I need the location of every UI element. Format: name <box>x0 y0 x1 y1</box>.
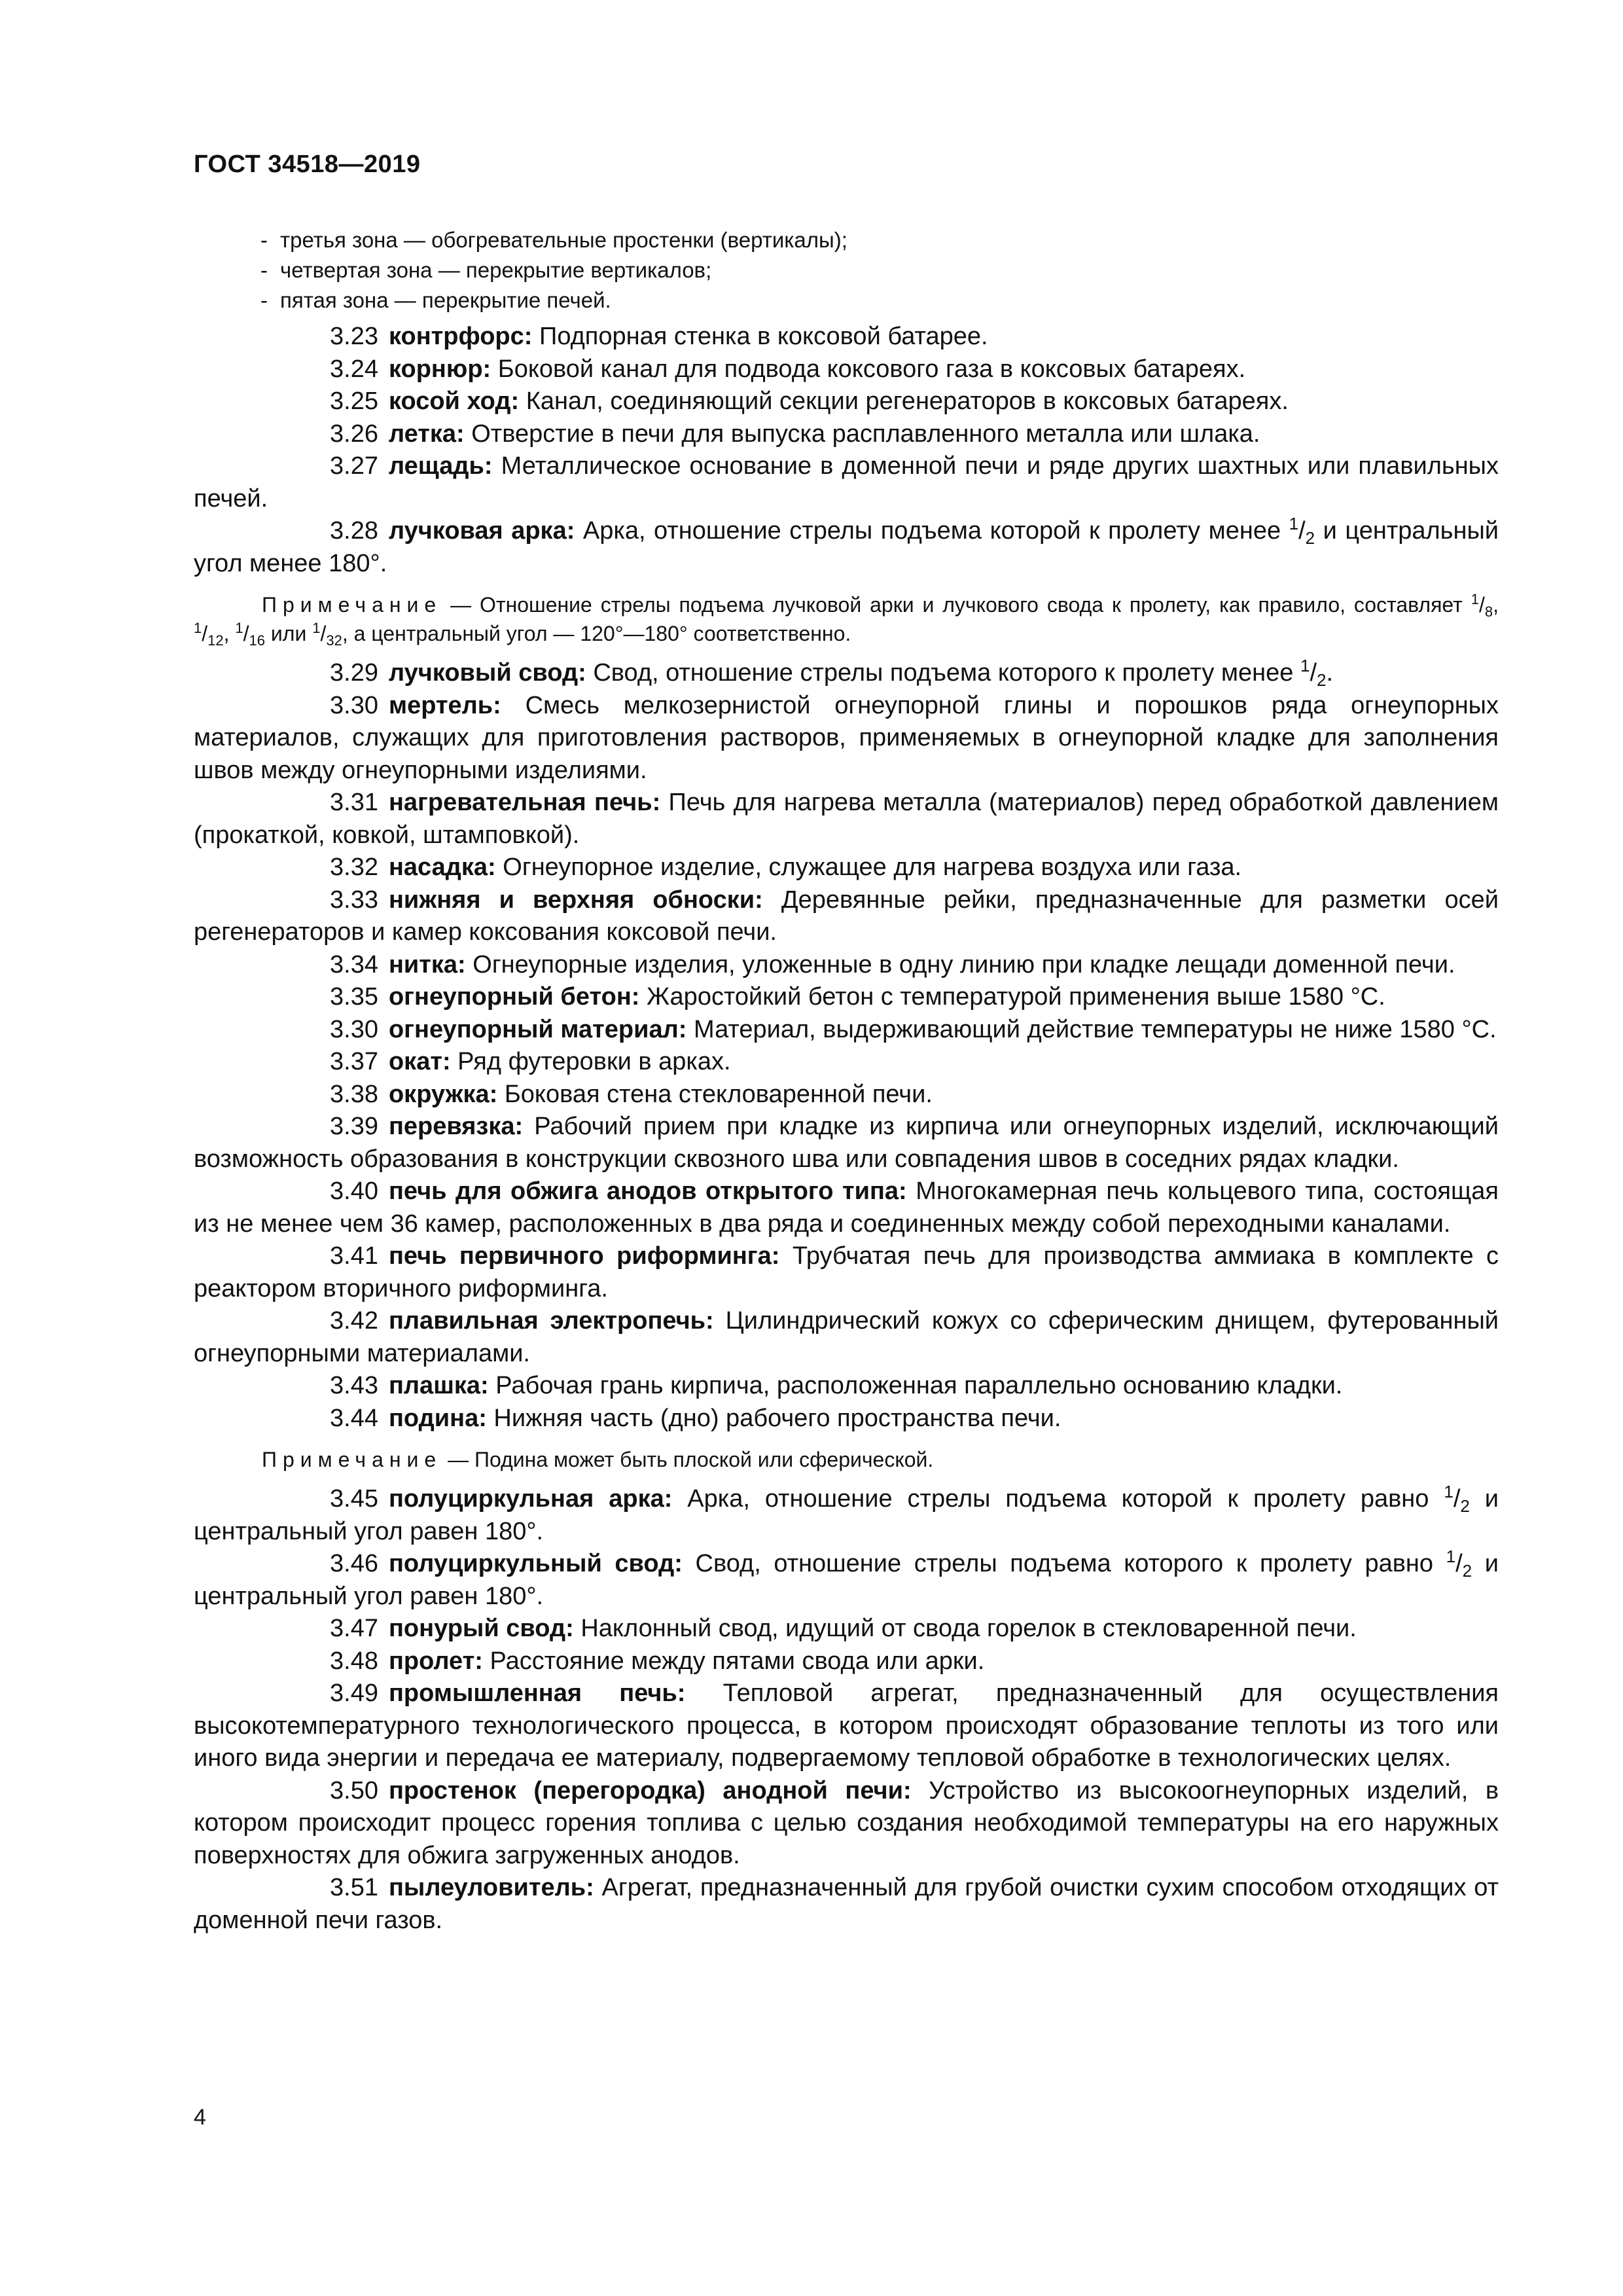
term-entry: 3.49 промышленная печь: Тепловой агрегат, предназначенный для осуществления высокотемпературного технологического процесса, в котором происходят образование теплоты из того или иного вида энергии и передача ее материалу, подвергаемому тепловой обработке в технологических целях. <box>194 1679 1499 1772</box>
fraction: $^1/_8$ <box>1471 591 1493 620</box>
page-number: 4 <box>194 2105 206 2130</box>
fraction: $^1/_{32}$ <box>312 620 342 649</box>
term-entry: 3.44 подина: Нижняя часть (дно) рабочего пространства печи. <box>330 1404 1061 1432</box>
term-entry: 3.39 перевязка: Рабочий прием при кладке из кирпича или огнеупорных изделий, исключающий возможность образования в конструкции сквозного шва или совпадения швов в соседних рядах кладки. <box>194 1113 1499 1173</box>
fraction: $^1/_2$ <box>1444 1482 1470 1516</box>
term-entry: 3.35 огнеупорный бетон: Жаростойкий бетон с температурой применения выше 1580 °С. <box>330 983 1385 1011</box>
term-entry: 3.33 нижняя и верхняя обноски: Деревянные рейки, предназначенные для разметки осей регенераторов и камер коксования коксовой печи. <box>194 886 1499 946</box>
term-entry: 3.48 пролет: Расстояние между пятами свода или арки. <box>330 1647 985 1675</box>
fraction: $^1/_{12}$ <box>194 620 224 649</box>
list-dash: - <box>260 288 268 312</box>
fraction: $^1/_2$ <box>1446 1547 1472 1581</box>
term-entry: 3.47 понурый свод: Наклонный свод, идущий от свода горелок в стекловаренной печи. <box>330 1615 1357 1642</box>
list-item: - пятая зона — перекрытие печей. <box>260 285 1504 315</box>
term-entry: 3.32 насадка: Огнеупорное изделие, служащее для нагрева воздуха или газа. <box>330 853 1242 881</box>
list-item: - четвертая зона — перекрытие вертикалов; <box>260 255 1504 285</box>
term-entry: 3.34 нитка: Огнеупорные изделия, уложенные в одну линию при кладке лещади доменной печи. <box>330 950 1455 978</box>
term-entry: 3.30 мертель: Смесь мелкозернистой огнеупорной глины и порошков ряда огнеупорных материалов, служащих для приготовления растворов, применяемых в огнеупорной кладке для заполнения швов между огнеупорными изделиями. <box>194 691 1499 784</box>
list-dash: - <box>260 228 268 252</box>
list-dash: - <box>260 258 268 282</box>
document-header: ГОСТ 34518—2019 <box>194 151 421 178</box>
note: Примечание — Отношение стрелы подъема лучковой арки и лучкового свода к пролету, как правило, составляет $^1/_8$, $^1/_{12}$, $^1/_{16}$ или $^1/_{32}$, а центральный угол — 120°—180° соответственно. <box>194 591 1499 649</box>
fraction: $^1/_2$ <box>1289 514 1315 548</box>
term-entry: 3.38 окружка: Боковая стена стекловаренной печи. <box>330 1080 933 1108</box>
document-body <box>194 321 1499 1937</box>
term-entry: 3.40 печь для обжига анодов открытого типа: Многокамерная печь кольцевого типа, состоящая из не менее чем 36 камер, расположенных в два ряда и соединенных между собой переходными каналами. <box>194 1177 1499 1238</box>
term-entry: 3.29 лучковый свод: Свод, отношение стрелы подъема которого к пролету менее $^1/_2$. <box>330 656 1334 690</box>
term-entry: 3.41 печь первичного риформинга: Трубчатая печь для производства аммиака в комплекте с реактором вторичного риформинга. <box>194 1242 1499 1302</box>
term-entry: 3.31 нагревательная печь: Печь для нагрева металла (материалов) перед обработкой давлением (прокаткой, ковкой, штамповкой). <box>194 789 1499 849</box>
term-entry: 3.50 простенок (перегородка) анодной печи: Устройство из высокоогнеупорных изделий, в котором происходит процесс горения топлива с целью создания необходимой температуры на его наружных поверхностях для обжига загруженных анодов. <box>194 1776 1499 1869</box>
term-entry: 3.23 контрфорс: Подпорная стенка в коксовой батарее. <box>330 323 988 350</box>
term-entry: 3.24 корнюр: Боковой канал для подвода коксового газа в коксовых батареях. <box>330 355 1246 383</box>
term-entry: 3.25 косой ход: Канал, соединяющий секции регенераторов в коксовых батареях. <box>330 387 1289 415</box>
list-item: - третья зона — обогревательные простенки (вертикалы); <box>260 225 1504 255</box>
term-entry: 3.43 плашка: Рабочая грань кирпича, расположенная параллельно основанию кладки. <box>330 1372 1343 1399</box>
term-entry: 3.51 пылеуловитель: Агрегат, предназначенный для грубой очистки сухим способом отходящих от доменной печи газов. <box>194 1874 1499 1934</box>
zone-list <box>260 225 1504 315</box>
note: Примечание — Подина может быть плоской или сферической. <box>262 1448 934 1471</box>
term-entry: 3.45 полуциркульная арка: Арка, отношение стрелы подъема которой к пролету равно $^1/_2$ и центральный угол равен 180°. <box>194 1482 1499 1545</box>
term-entry: 3.46 полуциркульный свод: Свод, отношение стрелы подъема которого к пролету равно $^1/_2$ и центральный угол равен 180°. <box>194 1547 1499 1610</box>
fraction: $^1/_2$ <box>1300 656 1327 690</box>
term-entry: 3.26 летка: Отверстие в печи для выпуска расплавленного металла или шлака. <box>330 420 1260 448</box>
term-entry: 3.28 лучковая арка: Арка, отношение стрелы подъема которой к пролету менее $^1/_2$ и центральный угол менее 180°. <box>194 514 1499 577</box>
term-entry: 3.42 плавильная электропечь: Цилиндрический кожух со сферическим днищем, футерованный огнеупорными материалами. <box>194 1307 1499 1367</box>
term-entry: 3.27 лещадь: Металлическое основание в доменной печи и ряде других шахтных или плавильных печей. <box>194 452 1499 512</box>
term-entry: 3.37 окат: Ряд футеровки в арках. <box>330 1048 731 1075</box>
term-entry: 3.30 огнеупорный материал: Материал, выдерживающий действие температуры не ниже 1580 °С. <box>330 1015 1497 1043</box>
fraction: $^1/_{16}$ <box>235 620 266 649</box>
